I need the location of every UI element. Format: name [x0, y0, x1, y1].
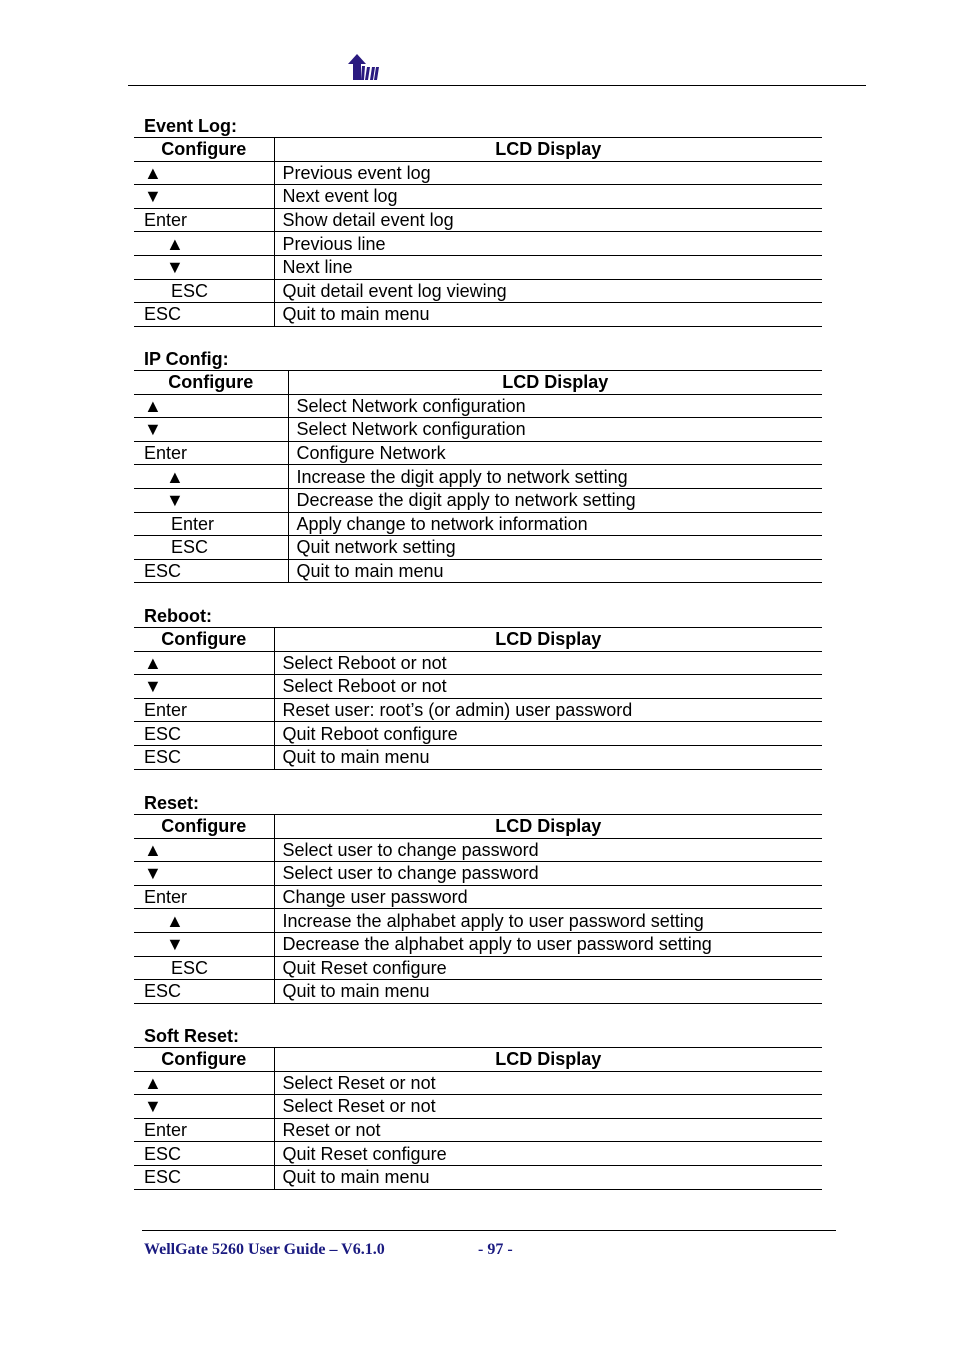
desc-cell: Quit detail event log viewing [274, 279, 822, 303]
footer-rule [142, 1230, 836, 1231]
table-row [134, 536, 822, 560]
table-row [134, 885, 822, 909]
key-cell: ▼ [134, 675, 274, 699]
desc-cell: Quit to main menu [274, 980, 822, 1004]
key-cell: ▲ [134, 1071, 274, 1095]
desc-cell: Select Reset or not [274, 1071, 822, 1095]
table-row [134, 1095, 822, 1119]
key-cell: ESC [134, 956, 274, 980]
table-row [134, 418, 822, 442]
key-cell: ▲ [134, 909, 274, 933]
table-row [134, 232, 822, 256]
table-header-row [134, 1048, 822, 1072]
desc-cell: Quit Reboot configure [274, 722, 822, 746]
key-cell: Enter [134, 208, 274, 232]
desc-cell: Quit to main menu [288, 559, 822, 583]
keys-table [134, 370, 822, 583]
table-row [134, 651, 822, 675]
table-row [134, 838, 822, 862]
table-row [134, 862, 822, 886]
desc-cell: Previous event log [274, 161, 822, 185]
key-cell: ▼ [134, 1095, 274, 1119]
desc-cell: Decrease the digit apply to network setting [288, 488, 822, 512]
key-cell: ESC [134, 279, 274, 303]
desc-cell: Next line [274, 255, 822, 279]
key-cell: Enter [134, 1118, 274, 1142]
key-cell: ESC [134, 1165, 274, 1189]
table-row [134, 1071, 822, 1095]
table-row [134, 1142, 822, 1166]
key-cell: ▼ [134, 932, 274, 956]
desc-cell: Quit Reset configure [274, 1142, 822, 1166]
section-reboot [134, 605, 822, 770]
column-header-lcd-display: LCD Display [274, 1048, 822, 1072]
desc-cell: Change user password [274, 885, 822, 909]
table-row [134, 279, 822, 303]
desc-cell: Quit to main menu [274, 1165, 822, 1189]
key-cell: ESC [134, 722, 274, 746]
key-cell: ▲ [134, 465, 288, 489]
desc-cell: Select Reboot or not [274, 651, 822, 675]
section-reset [134, 792, 822, 1004]
section-event-log [134, 115, 822, 327]
section-title: Reset: [144, 793, 200, 813]
key-cell: ▼ [134, 862, 274, 886]
column-header-lcd-display: LCD Display [274, 815, 822, 839]
key-cell: ▲ [134, 394, 288, 418]
key-cell: Enter [134, 698, 274, 722]
key-cell: ▲ [134, 838, 274, 862]
table-row [134, 698, 822, 722]
desc-cell: Quit to main menu [274, 303, 822, 327]
table-row [134, 932, 822, 956]
table-row [134, 980, 822, 1004]
table-row [134, 745, 822, 769]
table-header-row [134, 138, 822, 162]
section-ip-config [134, 348, 822, 583]
key-cell: ESC [134, 980, 274, 1004]
key-cell: Enter [134, 885, 274, 909]
column-header-configure: Configure [134, 628, 274, 652]
column-header-lcd-display: LCD Display [274, 138, 822, 162]
table-header-row [134, 371, 822, 395]
desc-cell: Reset or not [274, 1118, 822, 1142]
table-row [134, 161, 822, 185]
desc-cell: Quit network setting [288, 536, 822, 560]
wellgate-logo-icon [348, 54, 380, 82]
key-cell: ESC [134, 536, 288, 560]
table-row [134, 255, 822, 279]
desc-cell: Decrease the alphabet apply to user password setting [274, 932, 822, 956]
column-header-configure: Configure [134, 371, 288, 395]
desc-cell: Increase the digit apply to network setting [288, 465, 822, 489]
footer-guide-title: WellGate 5260 User Guide – V6.1.0 [144, 1241, 385, 1258]
key-cell: ▼ [134, 488, 288, 512]
section-title: IP Config: [144, 349, 229, 369]
table-row [134, 488, 822, 512]
table-row [134, 909, 822, 933]
column-header-configure: Configure [134, 1048, 274, 1072]
desc-cell: Configure Network [288, 441, 822, 465]
section-title: Event Log: [144, 116, 237, 136]
keys-table [134, 814, 822, 1004]
desc-cell: Select Network configuration [288, 394, 822, 418]
key-cell: ▼ [134, 255, 274, 279]
table-row [134, 394, 822, 418]
table-row [134, 185, 822, 209]
desc-cell: Select user to change password [274, 838, 822, 862]
header-rule [128, 85, 866, 86]
column-header-configure: Configure [134, 138, 274, 162]
table-row [134, 441, 822, 465]
desc-cell: Quit Reset configure [274, 956, 822, 980]
column-header-configure: Configure [134, 815, 274, 839]
desc-cell: Quit to main menu [274, 745, 822, 769]
keys-table [134, 627, 822, 770]
key-cell: ▲ [134, 232, 274, 256]
table-row [134, 722, 822, 746]
key-cell: ▲ [134, 651, 274, 675]
desc-cell: Show detail event log [274, 208, 822, 232]
table-row [134, 559, 822, 583]
key-cell: Enter [134, 512, 288, 536]
section-title: Soft Reset: [144, 1026, 240, 1046]
table-row [134, 956, 822, 980]
desc-cell: Next event log [274, 185, 822, 209]
table-row [134, 1165, 822, 1189]
keys-table [134, 137, 822, 327]
desc-cell: Previous line [274, 232, 822, 256]
table-row [134, 208, 822, 232]
key-cell: ESC [134, 1142, 274, 1166]
table-row [134, 465, 822, 489]
table-row [134, 675, 822, 699]
table-row [134, 303, 822, 327]
key-cell: ESC [134, 745, 274, 769]
table-row [134, 1118, 822, 1142]
desc-cell: Reset user: root’s (or admin) user password [274, 698, 822, 722]
desc-cell: Select Reset or not [274, 1095, 822, 1119]
key-cell: ▲ [134, 161, 274, 185]
table-header-row [134, 628, 822, 652]
column-header-lcd-display: LCD Display [288, 371, 822, 395]
section-soft-reset [134, 1025, 822, 1190]
table-header-row [134, 815, 822, 839]
keys-table [134, 1047, 822, 1190]
footer-page-number: - 97 - [478, 1241, 513, 1258]
table-row [134, 512, 822, 536]
key-cell: ▼ [134, 185, 274, 209]
desc-cell: Select Reboot or not [274, 675, 822, 699]
desc-cell: Apply change to network information [288, 512, 822, 536]
section-title: Reboot: [144, 606, 212, 626]
key-cell: ESC [134, 559, 288, 583]
desc-cell: Select user to change password [274, 862, 822, 886]
desc-cell: Select Network configuration [288, 418, 822, 442]
key-cell: ▼ [134, 418, 288, 442]
column-header-lcd-display: LCD Display [274, 628, 822, 652]
key-cell: Enter [134, 441, 288, 465]
key-cell: ESC [134, 303, 274, 327]
desc-cell: Increase the alphabet apply to user password setting [274, 909, 822, 933]
